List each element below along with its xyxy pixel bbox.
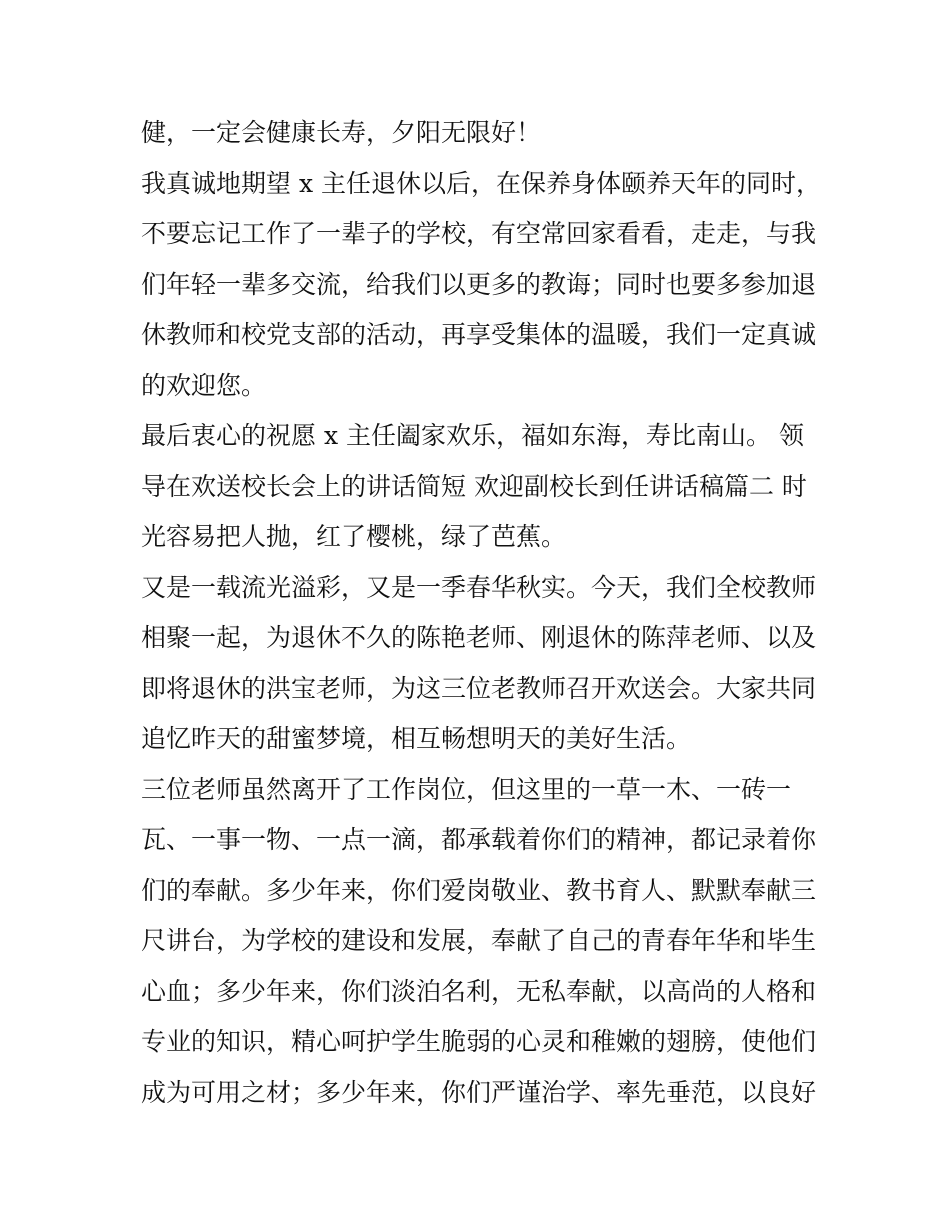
text-line: 导在欢送校长会上的讲话简短 欢迎副校长到任讲话稿篇二 时: [141, 471, 807, 501]
text-line: 健，一定会健康长寿，夕阳无限好！: [141, 118, 542, 147]
text-line: 专业的知识，精心呵护学生脆弱的心灵和稚嫩的翅膀，使他们: [141, 1027, 817, 1056]
text-line: 追忆昨天的甜蜜梦境，相互畅想明天的美好生活。: [141, 724, 692, 753]
text-line: 光容易把人抛，红了樱桃，绿了芭蕉。: [141, 522, 567, 551]
text-line: 最后衷心的祝愿 x 主任阖家欢乐，福如东海，寿比南山。 领: [141, 421, 804, 450]
text-line: 休教师和校党支部的活动，再享受集体的温暖，我们一定真诚: [141, 320, 817, 349]
text-line: 我真诚地期望 x 主任退休以后，在保养身体颐养天年的同时，: [141, 168, 821, 198]
text-line: 三位老师虽然离开了工作岗位，但这里的一草一木、一砖一: [141, 774, 792, 804]
text-line: 成为可用之材；多少年来，你们严谨治学、率先垂范，以良好: [141, 1077, 817, 1107]
text-line: 相聚一起，为退休不久的陈艳老师、刚退休的陈萍老师、以及: [141, 623, 817, 652]
text-line: 即将退休的洪宝老师，为这三位老教师召开欢送会。大家共同: [141, 673, 817, 703]
text-line: 的欢迎您。: [141, 370, 267, 400]
text-line: 们年轻一辈多交流，给我们以更多的教诲；同时也要多参加退: [141, 269, 817, 299]
text-line: 们的奉献。多少年来，你们爱岗敬业、教书育人、默默奉献三: [141, 875, 817, 905]
text-line: 不要忘记工作了一辈子的学校，有空常回家看看，走走，与我: [141, 219, 817, 248]
body-text: [141, 108, 821, 1118]
text-line: 尺讲台，为学校的建设和发展，奉献了自己的青春年华和毕生: [141, 926, 817, 955]
text-line: 瓦、一事一物、一点一滴，都承载着你们的精神，都记录着你: [141, 825, 817, 854]
text-line: 心血；多少年来，你们淡泊名利，无私奉献，以高尚的人格和: [141, 976, 817, 1006]
text-line: 又是一载流光溢彩，又是一季春华秋实。今天，我们全校教师: [141, 572, 817, 602]
